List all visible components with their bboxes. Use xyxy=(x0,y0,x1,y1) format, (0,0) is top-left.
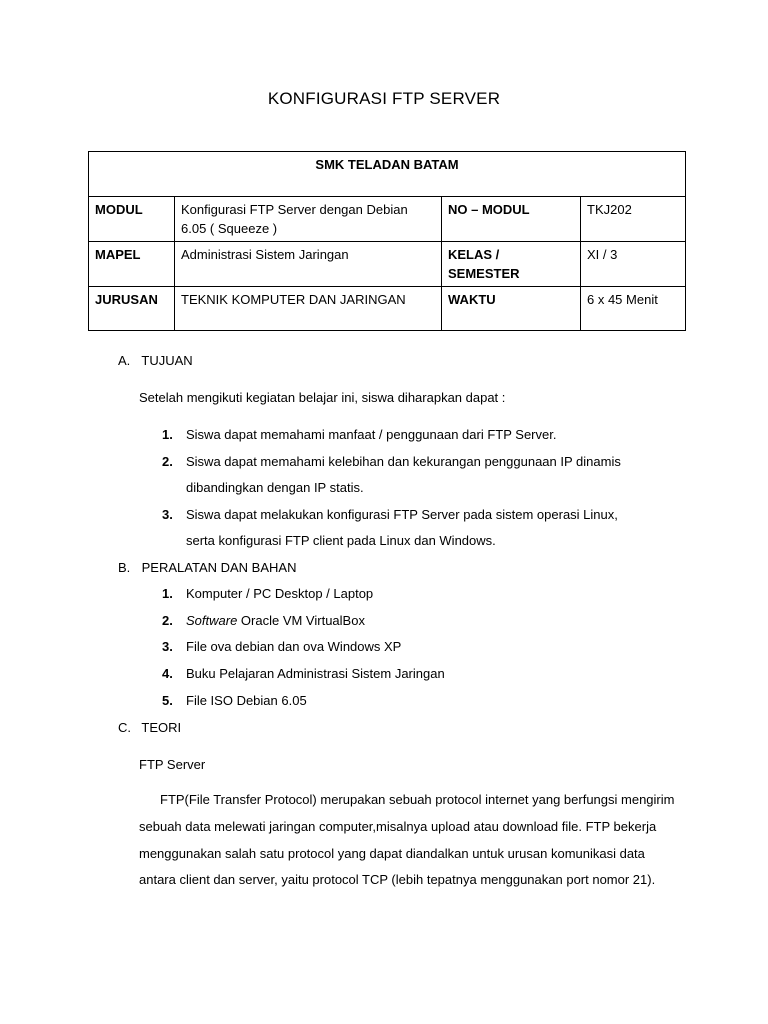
module-info-table xyxy=(88,151,686,331)
list-item xyxy=(162,454,621,469)
row-label: MAPEL xyxy=(89,242,175,287)
table-row xyxy=(89,242,686,287)
list-item xyxy=(162,427,556,442)
list-number: 2. xyxy=(162,454,173,469)
list-number: 5. xyxy=(162,693,173,708)
row-value-2: XI / 3 xyxy=(581,242,686,287)
row-label-2: NO – MODUL xyxy=(442,197,581,242)
list-item xyxy=(162,693,307,708)
list-number: 3. xyxy=(162,639,173,654)
list-number: 3. xyxy=(162,507,173,522)
section-letter: B. xyxy=(118,560,131,575)
row-value-2: 6 x 45 Menit xyxy=(581,287,686,331)
row-label: JURUSAN xyxy=(89,287,175,331)
section-title: TUJUAN xyxy=(141,353,193,368)
list-text: Buku Pelajaran Administrasi Sistem Jaringan xyxy=(186,666,445,681)
section-a-intro: Setelah mengikuti kegiatan belajar ini, siswa diharapkan dapat : xyxy=(139,390,506,405)
list-text: File ova debian dan ova Windows XP xyxy=(186,639,402,654)
list-item xyxy=(162,586,373,601)
section-a-heading xyxy=(118,353,193,368)
list-text-continued: dibandingkan dengan IP statis. xyxy=(186,480,364,495)
row-label: MODUL xyxy=(89,197,175,242)
row-value: Administrasi Sistem Jaringan xyxy=(175,242,442,287)
list-text: Komputer / PC Desktop / Laptop xyxy=(186,586,374,601)
section-c-heading xyxy=(118,720,181,735)
section-b-heading xyxy=(118,560,296,575)
list-text: Siswa dapat memahami manfaat / penggunaan dari FTP Server. xyxy=(186,427,557,442)
section-c-subheading: FTP Server xyxy=(139,757,206,772)
list-item xyxy=(162,507,618,522)
document-title: KONFIGURASI FTP SERVER xyxy=(267,89,501,108)
row-label-2: KELAS / SEMESTER xyxy=(442,242,581,287)
list-number: 2. xyxy=(162,613,173,628)
table-row xyxy=(89,197,686,242)
list-item xyxy=(162,613,365,628)
list-text-italic: Software xyxy=(186,613,238,628)
table-row xyxy=(89,287,686,331)
row-value-2: TKJ202 xyxy=(581,197,686,242)
list-number: 1. xyxy=(162,586,173,601)
school-name: SMK TELADAN BATAM xyxy=(89,152,686,197)
row-value: TEKNIK KOMPUTER DAN JARINGAN xyxy=(175,287,442,331)
section-title: PERALATAN DAN BAHAN xyxy=(141,560,297,575)
list-item xyxy=(162,639,401,654)
row-value: Konfigurasi FTP Server dengan Debian 6.05 ( Squeeze ) xyxy=(175,197,442,242)
list-text: File ISO Debian 6.05 xyxy=(186,693,307,708)
list-text-continued: serta konfigurasi FTP client pada Linux dan Windows. xyxy=(186,533,496,548)
section-letter: C. xyxy=(118,720,131,735)
list-number: 1. xyxy=(162,427,173,442)
list-text: Siswa dapat memahami kelebihan dan kekurangan penggunaan IP dinamis xyxy=(186,454,621,469)
section-letter: A. xyxy=(118,353,131,368)
section-title: TEORI xyxy=(141,720,182,735)
theory-text: FTP(File Transfer Protocol) merupakan sebuah protocol internet yang berfungsi mengirim sebuah data melewati jaringan computer,misalnya upload atau download file. FTP bekerja menggunakan salah satu protocol yang dapat diandalkan untuk urusan komunikasi data antara client dan server, yaitu protocol TCP (lebih tepatnya menggunakan port nomor 21). xyxy=(139,792,675,888)
theory-paragraph xyxy=(139,787,679,894)
list-text: Siswa dapat melakukan konfigurasi FTP Server pada sistem operasi Linux, xyxy=(186,507,618,522)
list-text: Oracle VM VirtualBox xyxy=(237,613,365,628)
list-item xyxy=(162,666,445,681)
list-number: 4. xyxy=(162,666,173,681)
row-label-2: WAKTU xyxy=(442,287,581,331)
